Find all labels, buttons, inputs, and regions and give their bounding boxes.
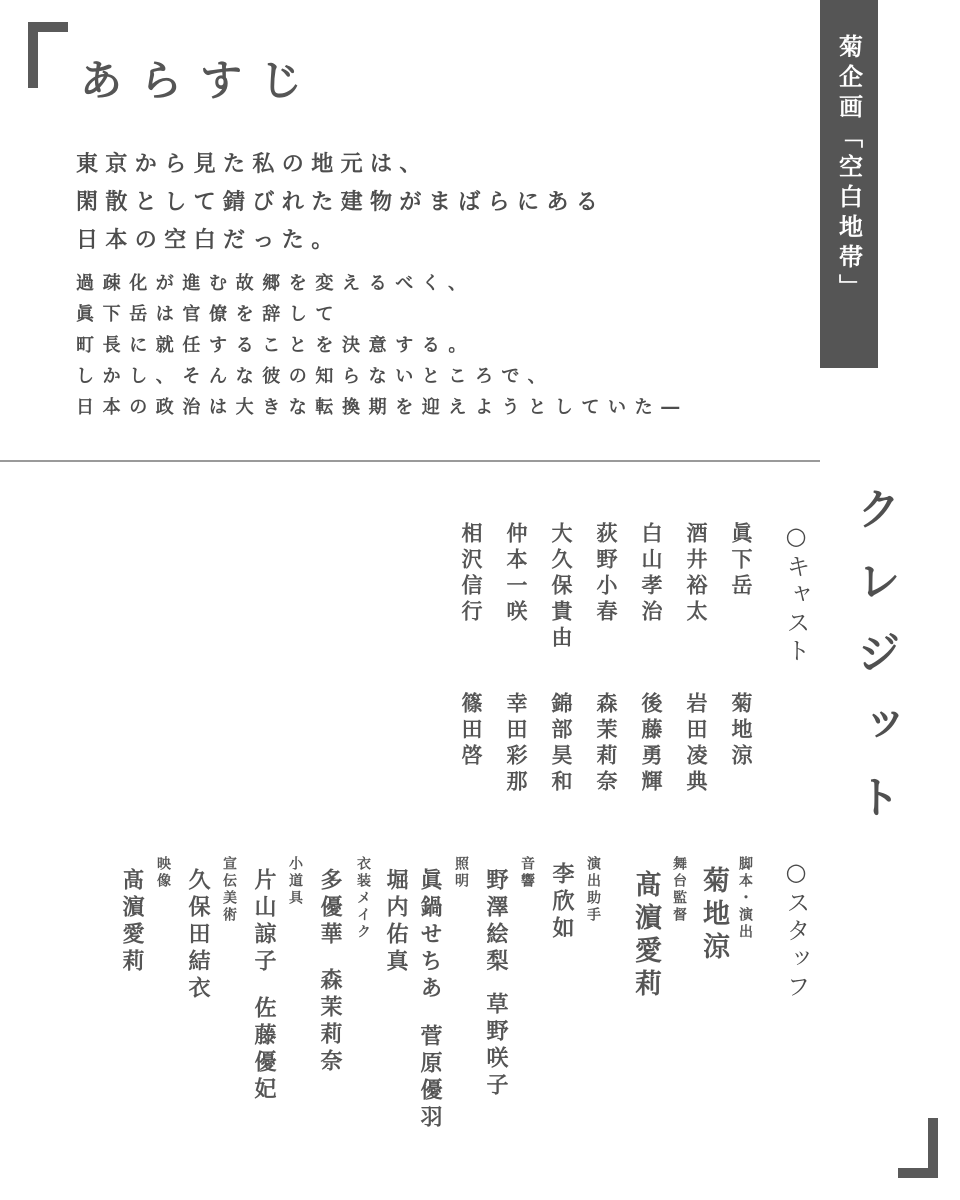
synopsis-line: しかし、そんな彼の知らないところで、 (76, 366, 555, 387)
staff-name: 菅原優羽 (417, 1024, 442, 1132)
cast-member: 岩田凌典 (684, 692, 708, 796)
cast-member: 篠田啓 (459, 692, 483, 770)
synopsis-line: 東京から見た私の地元は、 (76, 152, 429, 177)
staff-name: 佐藤優妃 (251, 996, 276, 1104)
staff-name: 野澤絵梨 (483, 868, 508, 976)
staff-name: 髙濵愛莉 (630, 870, 661, 1002)
cast-member: 眞下岳 (729, 522, 753, 600)
staff-name: 菊地涼 (698, 866, 729, 965)
staff-name: 眞鍋せちあ (417, 868, 442, 1003)
synopsis-sub-text (76, 268, 688, 423)
synopsis-line: 町長に就任することを決意する。 (76, 335, 475, 356)
synopsis-line: 眞下岳は官僚を辞して (76, 304, 342, 325)
cast-member: 荻野小春 (594, 522, 618, 626)
staff-role: 演出助手 (585, 856, 601, 924)
staff-heading: ○スタッフ (782, 858, 810, 1002)
staff-name: 髙濵愛莉 (119, 868, 144, 976)
staff-role: 衣装メイク (355, 856, 371, 941)
staff-role: 音響 (519, 856, 535, 890)
synopsis-line: 日本の政治は大きな転換期を迎えようとしていた― (76, 397, 688, 418)
staff-name: 多優華 (317, 868, 342, 949)
synopsis-line: 閑散として錆びれた建物がまばらにある (76, 190, 606, 215)
staff-role: 照明 (453, 856, 469, 890)
synopsis-heading: あらすじ (80, 56, 321, 105)
cast-member: 幸田彩那 (504, 692, 528, 796)
staff-name: 李欣如 (549, 862, 574, 943)
staff-name: 久保田結衣 (185, 868, 210, 1003)
staff-name: 堀内佑真 (383, 868, 408, 976)
corner-bracket-top-left-bar (28, 22, 68, 32)
staff-role: 舞台監督 (671, 856, 687, 924)
synopsis-main-text (76, 146, 605, 260)
section-divider (0, 460, 820, 462)
cast-member: 森茉莉奈 (594, 692, 618, 796)
staff-name: 森茉莉奈 (317, 968, 342, 1076)
staff-role: 脚本・演出 (737, 856, 753, 941)
cast-member: 錦部昊和 (549, 692, 573, 796)
synopsis-line: 日本の空白だった。 (76, 228, 341, 253)
staff-name: 片山諒子 (251, 868, 276, 976)
cast-member: 酒井裕太 (684, 522, 708, 626)
cast-heading: ○キャスト (782, 522, 810, 666)
staff-role: 小道具 (287, 856, 303, 907)
staff-name: 草野咲子 (483, 992, 508, 1100)
staff-role: 映像 (155, 856, 171, 890)
cast-member: 白山孝治 (639, 522, 663, 626)
corner-bracket-bottom-right-bar (898, 1168, 938, 1178)
cast-member: 大久保貴由 (549, 522, 573, 652)
cast-member: 菊地涼 (729, 692, 753, 770)
cast-member: 後藤勇輝 (639, 692, 663, 796)
synopsis-line: 過疎化が進む故郷を変えるべく、 (76, 273, 475, 294)
cast-member: 相沢信行 (459, 522, 483, 626)
project-label: 菊企画「空白地帯」 (820, 0, 878, 368)
cast-member: 仲本一咲 (504, 522, 528, 626)
staff-role: 宣伝美術 (221, 856, 237, 924)
credits-title: クレジット (849, 486, 900, 846)
